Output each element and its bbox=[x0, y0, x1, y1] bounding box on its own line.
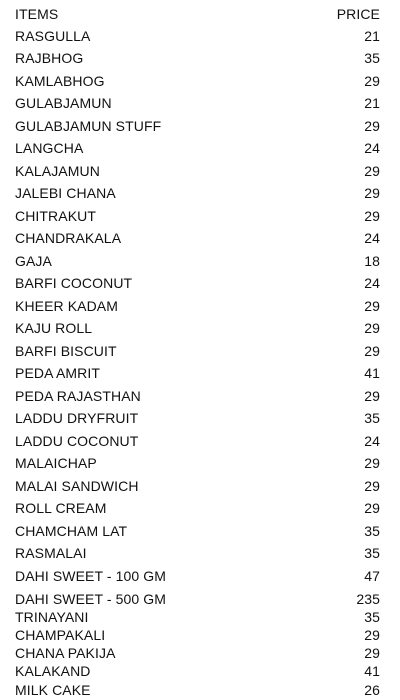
item-price: 29 bbox=[364, 208, 380, 224]
item-price: 21 bbox=[364, 28, 380, 44]
menu-row bbox=[0, 498, 400, 518]
item-price: 29 bbox=[364, 627, 380, 643]
menu-row bbox=[0, 476, 400, 496]
item-name: DAHI SWEET - 100 GM bbox=[15, 568, 167, 584]
item-name: RAJBHOG bbox=[15, 50, 84, 66]
menu-row bbox=[0, 661, 400, 681]
item-name: KAMLABHOG bbox=[15, 73, 105, 89]
item-name: CHAMPAKALI bbox=[15, 627, 106, 643]
menu-row bbox=[0, 273, 400, 293]
item-name: KHEER KADAM bbox=[15, 298, 119, 314]
item-name: RASMALAI bbox=[15, 545, 87, 561]
item-price: 35 bbox=[364, 50, 380, 66]
item-name: MILK CAKE bbox=[15, 682, 91, 698]
item-price: 35 bbox=[364, 410, 380, 426]
item-price: 41 bbox=[364, 365, 380, 381]
item-name: CHAMCHAM LAT bbox=[15, 523, 128, 539]
item-name: PEDA RAJASTHAN bbox=[15, 388, 141, 404]
item-price: 29 bbox=[364, 163, 380, 179]
menu-row bbox=[0, 341, 400, 361]
menu-row bbox=[0, 251, 400, 271]
item-price: 29 bbox=[364, 320, 380, 336]
item-price: 29 bbox=[364, 298, 380, 314]
item-name: KAJU ROLL bbox=[15, 320, 93, 336]
item-price: 24 bbox=[364, 230, 380, 246]
item-name: BARFI BISCUIT bbox=[15, 343, 117, 359]
menu-row bbox=[0, 26, 400, 46]
menu-row bbox=[0, 431, 400, 451]
menu-row bbox=[0, 48, 400, 68]
menu-row bbox=[0, 543, 400, 563]
item-price: 24 bbox=[364, 433, 380, 449]
menu-row bbox=[0, 643, 400, 663]
item-price: 35 bbox=[364, 545, 380, 561]
menu-row bbox=[0, 318, 400, 338]
menu-row bbox=[0, 607, 400, 627]
menu-row bbox=[0, 625, 400, 645]
item-price: 29 bbox=[364, 73, 380, 89]
item-name: KALAJAMUN bbox=[15, 163, 100, 179]
item-price: 24 bbox=[364, 140, 380, 156]
menu-row bbox=[0, 138, 400, 158]
header-row bbox=[0, 4, 400, 24]
item-price: 235 bbox=[356, 591, 380, 607]
menu-row bbox=[0, 386, 400, 406]
menu-row bbox=[0, 228, 400, 248]
item-price: 35 bbox=[364, 523, 380, 539]
item-name: MALAI SANDWICH bbox=[15, 478, 139, 494]
item-price: 29 bbox=[364, 343, 380, 359]
menu-row bbox=[0, 408, 400, 428]
menu-row bbox=[0, 71, 400, 91]
item-name: GULABJAMUN bbox=[15, 95, 112, 111]
item-name: LANGCHA bbox=[15, 140, 84, 156]
item-price: 47 bbox=[364, 568, 380, 584]
item-name: KALAKAND bbox=[15, 663, 91, 679]
item-name: LADDU DRYFRUIT bbox=[15, 410, 139, 426]
item-name: CHITRAKUT bbox=[15, 208, 97, 224]
item-price: 21 bbox=[364, 95, 380, 111]
menu-row bbox=[0, 206, 400, 226]
menu-row bbox=[0, 93, 400, 113]
item-name: CHANA PAKIJA bbox=[15, 645, 116, 661]
price-column-header: PRICE bbox=[336, 6, 380, 22]
item-name: RASGULLA bbox=[15, 28, 91, 44]
menu-row bbox=[0, 680, 400, 700]
menu-row bbox=[0, 566, 400, 586]
item-name: PEDA AMRIT bbox=[15, 365, 101, 381]
item-price: 29 bbox=[364, 455, 380, 471]
items-column-header: ITEMS bbox=[15, 6, 59, 22]
item-name: GAJA bbox=[15, 253, 52, 269]
item-name: MALAICHAP bbox=[15, 455, 97, 471]
menu-row bbox=[0, 453, 400, 473]
menu-row bbox=[0, 116, 400, 136]
item-name: DAHI SWEET - 500 GM bbox=[15, 591, 167, 607]
item-price: 18 bbox=[364, 253, 380, 269]
item-name: JALEBI CHANA bbox=[15, 185, 116, 201]
item-name: GULABJAMUN STUFF bbox=[15, 118, 162, 134]
item-name: ROLL CREAM bbox=[15, 500, 107, 516]
item-price: 29 bbox=[364, 118, 380, 134]
item-price: 35 bbox=[364, 609, 380, 625]
menu-row bbox=[0, 589, 400, 609]
item-price: 29 bbox=[364, 185, 380, 201]
item-price: 29 bbox=[364, 645, 380, 661]
menu-row bbox=[0, 161, 400, 181]
item-price: 24 bbox=[364, 275, 380, 291]
item-price: 29 bbox=[364, 500, 380, 516]
item-price: 26 bbox=[364, 682, 380, 698]
item-price: 29 bbox=[364, 478, 380, 494]
item-name: BARFI COCONUT bbox=[15, 275, 133, 291]
item-price: 29 bbox=[364, 388, 380, 404]
item-name: TRINAYANI bbox=[15, 609, 89, 625]
menu-row bbox=[0, 363, 400, 383]
menu-row bbox=[0, 296, 400, 316]
item-name: CHANDRAKALA bbox=[15, 230, 122, 246]
menu-row bbox=[0, 521, 400, 541]
item-price: 41 bbox=[364, 663, 380, 679]
item-name: LADDU COCONUT bbox=[15, 433, 139, 449]
menu-row bbox=[0, 183, 400, 203]
